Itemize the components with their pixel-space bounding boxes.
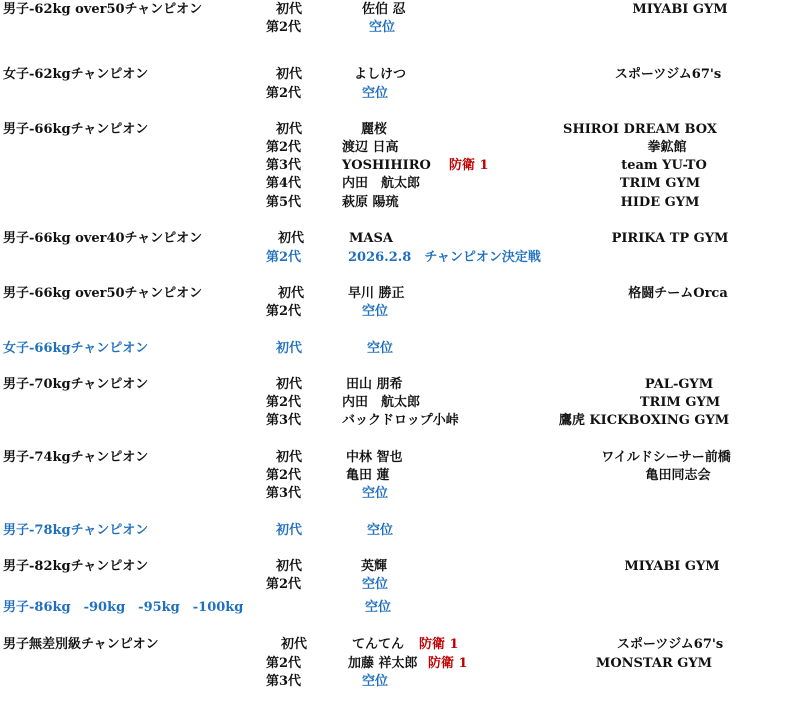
generation: 初代	[278, 286, 305, 301]
champion-name: MASA	[349, 231, 393, 246]
generation: 初代	[278, 231, 305, 246]
generation: 初代	[276, 122, 303, 137]
champion-name: 空位	[367, 523, 394, 538]
gym-name: MIYABI GYM	[624, 559, 720, 574]
division-name: 女子-62kgチャンピオン	[3, 67, 149, 82]
gym-name: TRIM GYM	[619, 176, 701, 191]
gym-name: team YU-TO	[621, 158, 707, 173]
generation: 初代	[276, 559, 303, 574]
champion-name: 中林 智也	[346, 450, 403, 465]
gym-name: スポーツジム67's	[616, 637, 724, 652]
generation: 第2代	[266, 86, 302, 101]
generation: 第2代	[266, 468, 302, 483]
division-name: 男子無差別級チャンピオン	[3, 637, 159, 652]
division-name: 男子-66kgチャンピオン	[3, 122, 149, 137]
gym-name: MONSTAR GYM	[595, 656, 713, 671]
generation: 第2代	[266, 250, 302, 265]
generation: 第2代	[266, 395, 302, 410]
division-name: 女子-66kgチャンピオン	[3, 341, 149, 356]
defense-count: 防衛 1	[428, 656, 468, 671]
champion-name: 田山 朋希	[346, 377, 403, 392]
defense-count: 防衛 1	[419, 637, 459, 652]
champion-name: てんてん	[352, 637, 405, 652]
gym-name: 亀田同志会	[645, 468, 711, 483]
gym-name: 格闘チームOrca	[628, 286, 728, 301]
generation: 初代	[276, 2, 303, 17]
champion-name: 空位	[362, 577, 389, 592]
champion-name: 空位	[365, 600, 392, 615]
champion-name: 空位	[362, 304, 389, 319]
champion-name: 空位	[367, 341, 394, 356]
gym-name: 拳鉱館	[647, 140, 687, 155]
generation: 第5代	[266, 195, 302, 210]
gym-name: スポーツジム67's	[614, 67, 722, 82]
champion-name: YOSHIHIRO	[342, 158, 431, 173]
generation: 初代	[276, 523, 303, 538]
champion-name: 内田 航太郎	[342, 395, 421, 410]
gym-name: PAL-GYM	[644, 377, 714, 392]
generation: 第3代	[266, 158, 302, 173]
champion-name: 空位	[362, 86, 389, 101]
gym-name: TRIM GYM	[639, 395, 721, 410]
champion-name: 内田 航太郎	[342, 176, 421, 191]
gym-name: SHIROI DREAM BOX	[563, 122, 717, 137]
generation: 初代	[276, 341, 303, 356]
champion-name: 萩原 陽琉	[342, 195, 399, 210]
generation: 第2代	[266, 140, 302, 155]
champion-name: 亀田 蓮	[346, 468, 390, 483]
gym-name: MIYABI GYM	[632, 2, 728, 17]
division-name: 男子-66kg over40チャンピオン	[3, 231, 203, 246]
division-name: 男子-62kg over50チャンピオン	[3, 2, 203, 17]
champion-name: 渡辺 日高	[342, 140, 399, 155]
champion-name: 英輝	[361, 559, 388, 574]
generation: 初代	[281, 637, 308, 652]
champion-name: 空位	[362, 486, 389, 501]
generation: 第4代	[266, 176, 302, 191]
champion-name: よしけつ	[354, 67, 407, 82]
generation: 第2代	[266, 577, 302, 592]
gym-name: HIDE GYM	[620, 195, 700, 210]
generation: 第2代	[266, 304, 302, 319]
generation: 初代	[276, 450, 303, 465]
generation: 第3代	[266, 486, 302, 501]
generation: 第2代	[266, 20, 302, 35]
division-name: 男子-66kg over50チャンピオン	[3, 286, 203, 301]
generation: 第3代	[266, 413, 302, 428]
champion-name: 2026.2.8 チャンピオン決定戦	[348, 250, 541, 265]
division-name: 男子-82kgチャンピオン	[3, 559, 149, 574]
gym-name: 鷹虎 KICKBOXING GYM	[558, 413, 730, 428]
champion-name: 早川 勝正	[348, 286, 405, 301]
division-name: 男子-78kgチャンピオン	[3, 523, 149, 538]
gym-name: PIRIKA TP GYM	[611, 231, 729, 246]
gym-name: ワイルドシーサー前橋	[601, 450, 731, 465]
champion-name: 佐伯 忍	[362, 2, 406, 17]
division-name: 男子-86kg -90kg -95kg -100kg	[3, 600, 244, 615]
champion-name: 麗桜	[361, 122, 388, 137]
division-name: 男子-70kgチャンピオン	[3, 377, 149, 392]
champion-name: 加藤 祥太郎	[348, 656, 418, 671]
generation: 第2代	[266, 656, 302, 671]
champion-name: 空位	[369, 20, 396, 35]
generation: 初代	[276, 377, 303, 392]
defense-count: 防衛 1	[449, 158, 489, 173]
champion-name: 空位	[362, 674, 389, 689]
generation: 初代	[276, 67, 303, 82]
generation: 第3代	[266, 674, 302, 689]
division-name: 男子-74kgチャンピオン	[3, 450, 149, 465]
champion-name: バックドロップ小峠	[342, 413, 459, 428]
